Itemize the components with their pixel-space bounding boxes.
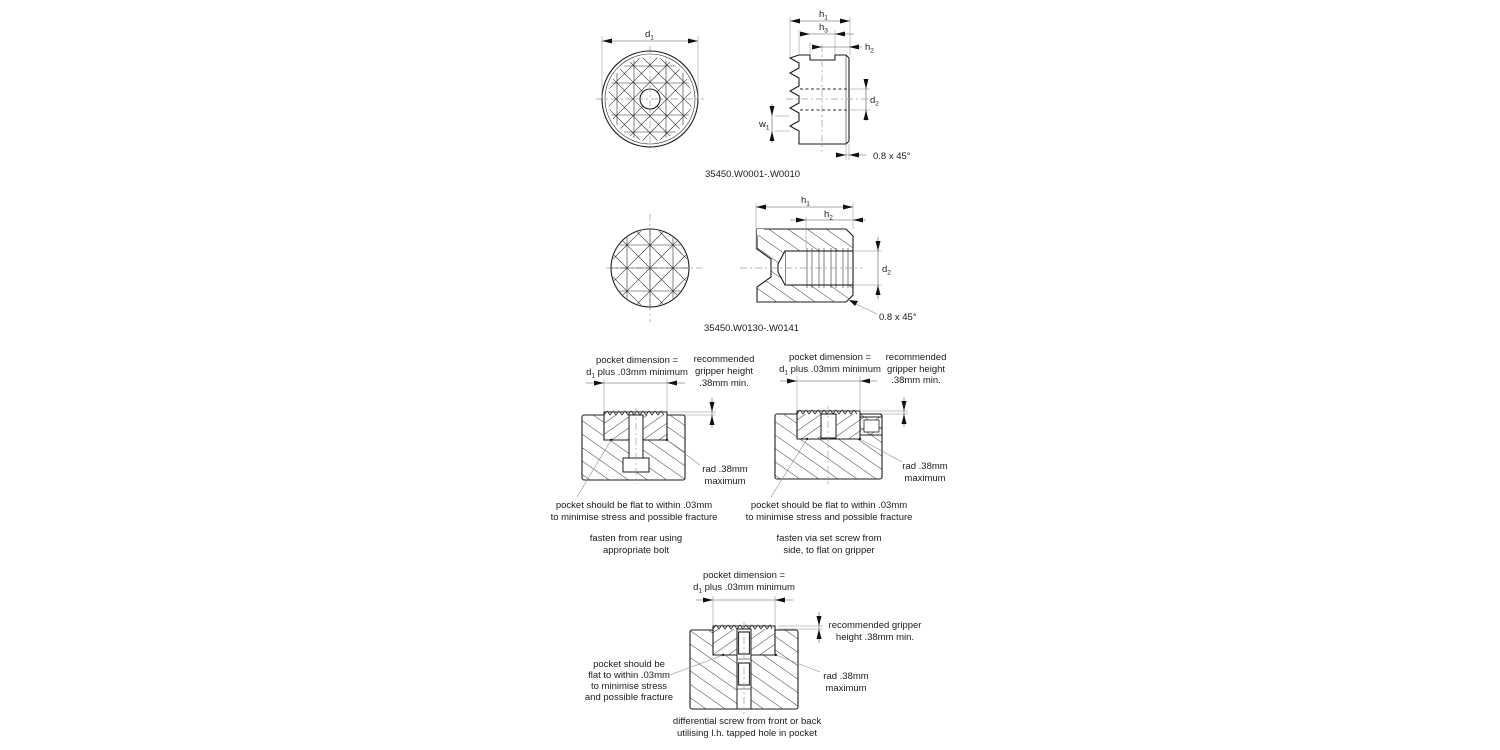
pocket-dimension-formula: $d_1$ plus .03mm minimum [586,367,688,380]
gripper-height-label-3: .38mm min. [891,375,941,386]
radius-label: rad .38mm [823,671,869,682]
radius-label: rad .38mm [902,461,948,472]
gripper-height-label: recommended [693,354,755,365]
gripper-height-label-2: gripper height [886,364,946,375]
pocket-dimension-formula: $d_1$ plus .03mm minimum [779,364,881,377]
dim-d2-label: $d_2$ [870,95,879,108]
radius-label-2: maximum [704,476,746,487]
figure-1-chamfer-label: 0.8 x 45° [873,151,911,162]
dim-h1-label: $h_1$ [819,9,828,22]
mount-set-screw [746,352,948,556]
flatness-note-3: to minimise stress [590,681,668,692]
dim-d1-label: $d_1$ [645,29,654,42]
gripper-height-label-2: gripper height [694,366,754,377]
fastening-method: fasten via set screw from [776,533,882,544]
dim-h1-label: $h_1$ [801,195,810,208]
radius-label-2: maximum [825,683,867,694]
mount-differential-screw [585,570,922,739]
knurl-pattern [558,220,742,320]
gripper-height-label: recommended [885,352,947,363]
flatness-note: pocket should be [593,659,665,670]
flatness-note-4: and possible fracture [584,692,674,703]
fastening-method-2: side, to flat on gripper [783,545,875,556]
figure-2 [558,195,917,334]
dim-h3-label: $h_3$ [819,22,828,35]
gripper-height-label-3: .38mm min. [699,378,749,389]
fastening-method: fasten from rear using [589,533,683,544]
flatness-note: pocket should be flat to within .03mm [750,500,908,511]
mount-rear-bolt [551,354,755,556]
figure-1-caption: 35450.W0001-.W0010 [705,169,801,180]
figure-1-front-view [500,17,800,181]
flatness-note-2: flat to within .03mm [588,670,670,681]
dim-h2-label: $h_2$ [865,42,874,55]
fastening-method-2: appropriate bolt [602,545,670,556]
flatness-note-2: to minimise stress and possible fracture [550,512,718,523]
dim-h2-label: $h_2$ [824,209,833,222]
figure-1 [500,9,911,181]
pocket-dimension-label: pocket dimension = [595,355,679,366]
pocket-dimension-label: pocket dimension = [788,352,872,363]
figure-2-side-view [740,195,917,323]
figure-1-side-view [758,9,911,162]
dim-d2-label: $d_2$ [882,264,891,277]
figure-2-front-view [558,214,742,322]
radius-label-2: maximum [904,473,946,484]
pocket-dimension-label: pocket dimension = [702,570,786,581]
gripper-height-label-2: height .38mm min. [835,632,915,643]
radius-label: rad .38mm [702,464,748,475]
gripper-height-label: recommended gripper [828,620,922,631]
dim-w1-label: $w_1$ [759,119,770,132]
fastening-method-2: utilising l.h. tapped hole in pocket [677,728,817,739]
pocket-dimension-formula: $d_1$ plus .03mm minimum [693,582,795,595]
flatness-note: pocket should be flat to within .03mm [555,500,713,511]
figure-2-chamfer-label: 0.8 x 45° [879,312,917,323]
figure-2-caption: 35450.W0130-.W0141 [704,323,800,334]
flatness-note-2: to minimise stress and possible fracture [745,512,913,523]
fastening-method: differential screw from front or back [672,716,822,727]
